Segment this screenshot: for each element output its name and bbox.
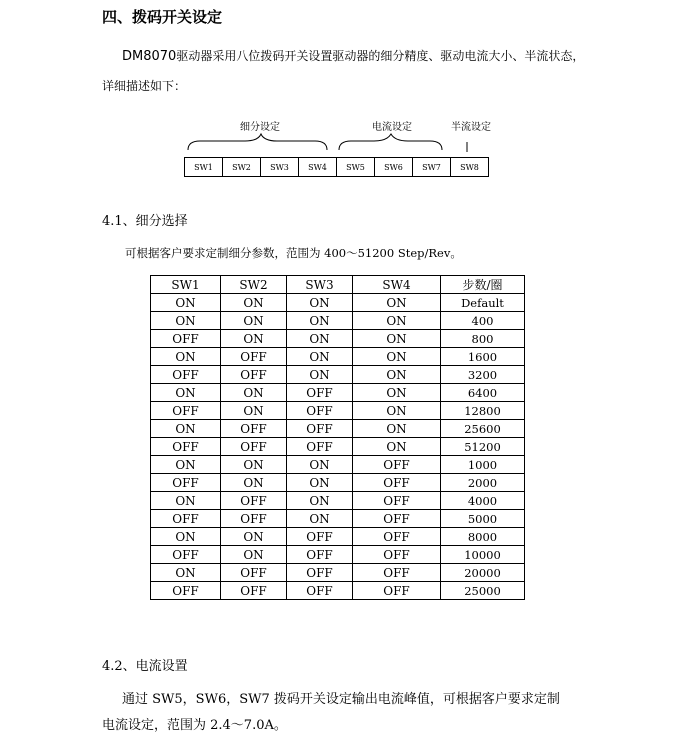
table-cell: 800 xyxy=(441,330,525,348)
table-cell: ON xyxy=(287,348,353,366)
table-cell: ON xyxy=(151,420,221,438)
brace-current xyxy=(339,134,442,150)
table-cell: 25600 xyxy=(441,420,525,438)
table-cell: OFF xyxy=(287,420,353,438)
switch-cell: SW8 xyxy=(451,158,489,177)
table-cell: ON xyxy=(353,402,441,420)
section-title: 四、拨码开关设定 xyxy=(102,8,223,26)
table-cell: OFF xyxy=(353,510,441,528)
table-cell: ON xyxy=(287,492,353,510)
table-cell: 25000 xyxy=(441,582,525,600)
switch-cell: SW2 xyxy=(223,158,261,177)
table-cell: Default xyxy=(441,294,525,312)
table-row xyxy=(151,546,525,564)
table-cell: ON xyxy=(353,312,441,330)
table-cell: ON xyxy=(221,546,287,564)
table-cell: OFF xyxy=(287,528,353,546)
table-row xyxy=(151,492,525,510)
table-cell: OFF xyxy=(151,546,221,564)
table-cell: ON xyxy=(151,528,221,546)
table-cell: ON xyxy=(221,528,287,546)
table-cell: ON xyxy=(353,384,441,402)
table-cell: ON xyxy=(353,348,441,366)
table-cell: OFF xyxy=(287,402,353,420)
table-row xyxy=(151,564,525,582)
table-cell: ON xyxy=(151,384,221,402)
table-cell: ON xyxy=(353,438,441,456)
table-cell: 8000 xyxy=(441,528,525,546)
table-cell: ON xyxy=(353,366,441,384)
table-cell: 1000 xyxy=(441,456,525,474)
brace-micro xyxy=(188,134,327,150)
switch-cell: SW3 xyxy=(261,158,299,177)
table-cell: 10000 xyxy=(441,546,525,564)
microstep-range-text: 可根据客户要求定制细分参数，范围为 400～51200 Step/Rev。 xyxy=(125,246,462,260)
table-header-cell: SW1 xyxy=(151,276,221,294)
table-cell: OFF xyxy=(221,366,287,384)
table-cell: OFF xyxy=(151,582,221,600)
table-cell: ON xyxy=(151,456,221,474)
table-row xyxy=(151,456,525,474)
table-cell: ON xyxy=(221,330,287,348)
table-cell: OFF xyxy=(221,582,287,600)
group-label-micro: 细分设定 xyxy=(240,122,280,133)
table-cell: ON xyxy=(287,312,353,330)
table-cell: ON xyxy=(353,330,441,348)
table-cell: ON xyxy=(221,474,287,492)
table-cell: OFF xyxy=(353,582,441,600)
heading-4-2: 4.2、电流设置 xyxy=(102,659,188,674)
table-cell: OFF xyxy=(151,366,221,384)
table-cell: OFF xyxy=(287,438,353,456)
switch-cell: SW4 xyxy=(299,158,337,177)
table-row xyxy=(151,330,525,348)
table-cell: 400 xyxy=(441,312,525,330)
table-cell: OFF xyxy=(353,456,441,474)
switch-cell: SW5 xyxy=(337,158,375,177)
table-cell: ON xyxy=(221,312,287,330)
table-cell: 4000 xyxy=(441,492,525,510)
table-cell: OFF xyxy=(151,474,221,492)
table-cell: 20000 xyxy=(441,564,525,582)
table-cell: OFF xyxy=(353,474,441,492)
table-cell: OFF xyxy=(353,528,441,546)
table-header-cell: SW3 xyxy=(287,276,353,294)
table-row xyxy=(151,528,525,546)
table-cell: ON xyxy=(287,474,353,492)
intro-line-2: 详细描述如下： xyxy=(102,79,187,93)
table-cell: OFF xyxy=(221,510,287,528)
table-cell: ON xyxy=(151,564,221,582)
table-cell: OFF xyxy=(353,546,441,564)
table-cell: ON xyxy=(287,456,353,474)
table-cell: ON xyxy=(221,384,287,402)
table-cell: OFF xyxy=(353,492,441,510)
table-cell: ON xyxy=(287,294,353,312)
table-cell: OFF xyxy=(221,348,287,366)
table-cell: 12800 xyxy=(441,402,525,420)
current-text-line-1: 通过 SW5，SW6，SW7 拨码开关设定输出电流峰值，可根据客户要求定制 xyxy=(122,692,560,707)
table-cell: OFF xyxy=(151,510,221,528)
table-cell: OFF xyxy=(287,384,353,402)
table-cell: OFF xyxy=(151,330,221,348)
table-cell: ON xyxy=(287,330,353,348)
table-cell: 3200 xyxy=(441,366,525,384)
table-cell: OFF xyxy=(221,564,287,582)
model-name: DM8070 xyxy=(122,49,177,64)
table-row xyxy=(151,366,525,384)
table-header-cell: SW4 xyxy=(353,276,441,294)
table-row xyxy=(151,582,525,600)
table-row xyxy=(151,384,525,402)
switch-cell: SW1 xyxy=(185,158,223,177)
table-cell: ON xyxy=(353,420,441,438)
table-row xyxy=(151,420,525,438)
table-cell: OFF xyxy=(221,438,287,456)
current-text-line-2: 电流设定，范围为 2.4～7.0A。 xyxy=(102,718,287,733)
table-cell: ON xyxy=(221,294,287,312)
table-row xyxy=(151,402,525,420)
table-cell: OFF xyxy=(287,582,353,600)
table-row xyxy=(151,438,525,456)
table-cell: ON xyxy=(151,492,221,510)
table-cell: ON xyxy=(151,294,221,312)
table-header-cell: 步数/圈 xyxy=(441,276,525,294)
table-cell: 5000 xyxy=(441,510,525,528)
table-row xyxy=(151,348,525,366)
table-cell: OFF xyxy=(151,438,221,456)
table-cell: ON xyxy=(151,312,221,330)
table-cell: OFF xyxy=(221,492,287,510)
table-cell: OFF xyxy=(287,546,353,564)
microstep-table xyxy=(150,275,525,600)
group-label-half: 半流设定 xyxy=(451,122,491,133)
table-header-cell: SW2 xyxy=(221,276,287,294)
table-row xyxy=(151,294,525,312)
table-cell: OFF xyxy=(353,564,441,582)
table-cell: ON xyxy=(151,348,221,366)
table-cell: OFF xyxy=(287,564,353,582)
table-cell: 1600 xyxy=(441,348,525,366)
switch-row xyxy=(184,157,489,177)
table-row xyxy=(151,312,525,330)
switch-cell: SW7 xyxy=(413,158,451,177)
table-cell: ON xyxy=(221,402,287,420)
group-label-current: 电流设定 xyxy=(372,122,412,133)
intro-text: 驱动器采用八位拨码开关设置驱动器的细分精度、驱动电流大小、半流状态， xyxy=(176,49,585,63)
table-cell: ON xyxy=(287,510,353,528)
table-cell: 6400 xyxy=(441,384,525,402)
heading-4-1: 4.1、细分选择 xyxy=(102,214,188,229)
table-cell: ON xyxy=(221,456,287,474)
table-row xyxy=(151,510,525,528)
table-cell: OFF xyxy=(151,402,221,420)
table-cell: ON xyxy=(287,366,353,384)
table-cell: 51200 xyxy=(441,438,525,456)
table-cell: 2000 xyxy=(441,474,525,492)
table-cell: OFF xyxy=(221,420,287,438)
switch-cell: SW6 xyxy=(375,158,413,177)
table-cell: ON xyxy=(353,294,441,312)
table-row xyxy=(151,474,525,492)
